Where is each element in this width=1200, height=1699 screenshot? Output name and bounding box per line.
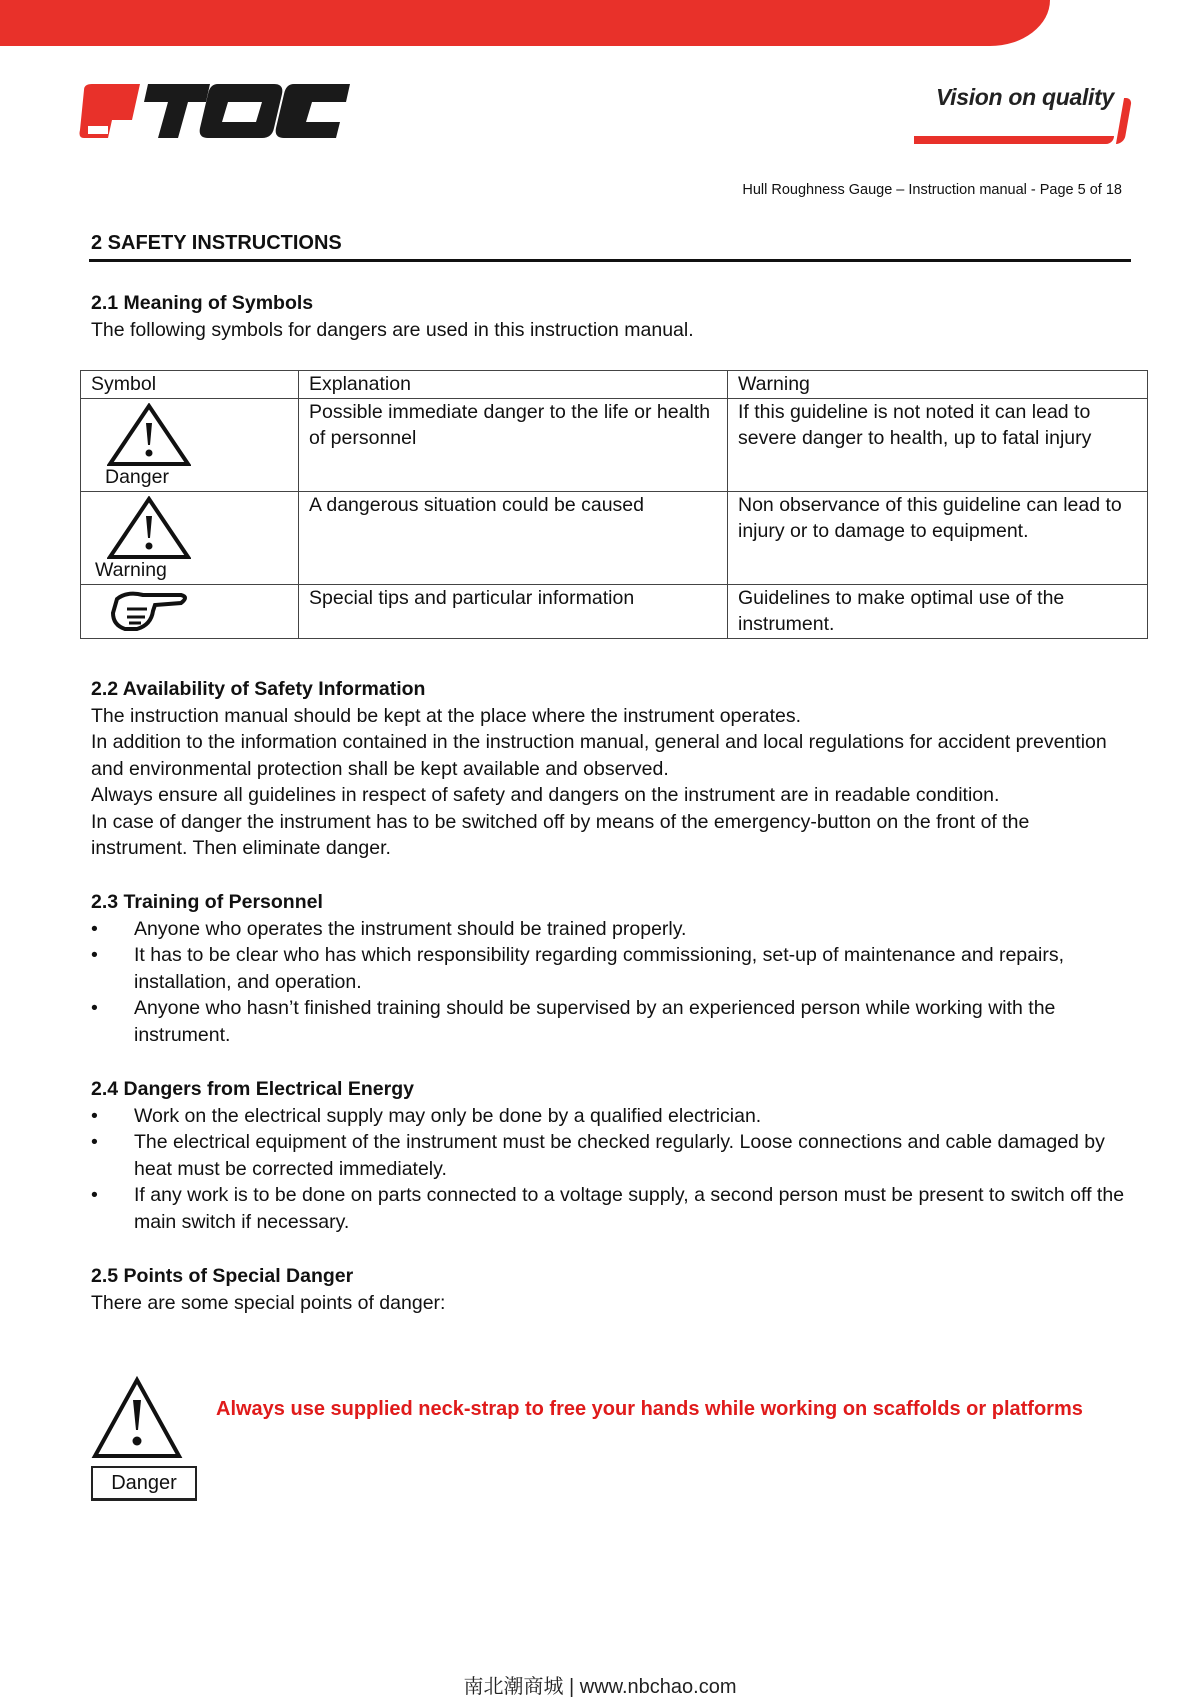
table-header-row: [81, 371, 1148, 399]
header-warning: Warning: [728, 371, 1148, 399]
danger-label-box: Danger: [91, 1466, 197, 1501]
tqc-logo: [78, 80, 350, 149]
electrical-list: [91, 1103, 1131, 1236]
heading-2-5: 2.5 Points of Special Danger: [91, 1265, 354, 1287]
running-header: Hull Roughness Gauge – Instruction manual - Page 5 of 18: [742, 182, 1122, 198]
section-2-1: [91, 290, 1131, 343]
explanation-cell: Possible immediate danger to the life or health of personnel: [299, 398, 728, 491]
warning-cell: Non observance of this guideline can lead to injury or to damage to equipment.: [728, 491, 1148, 584]
symbol-label: Warning: [95, 559, 167, 581]
symbol-cell: [81, 398, 299, 491]
tagline: [900, 84, 1130, 150]
list-item: • Anyone who operates the instrument should be trained properly.: [91, 916, 1131, 943]
table-row: [81, 491, 1148, 584]
symbol-cell: [81, 491, 299, 584]
section-2-2: [91, 676, 1131, 862]
paragraph: Always ensure all guidelines in respect of safety and dangers on the instrument are in readable condition.: [91, 784, 1000, 806]
header-red-bar: [0, 0, 1050, 46]
explanation-cell: Special tips and particular information: [299, 584, 728, 638]
warning-triangle-icon: [107, 496, 191, 560]
paragraph: In addition to the information contained in the instruction manual, general and local regulations for accident prevention and environmental protection shall be kept available and observed.: [91, 731, 1107, 780]
footer-watermark: 南北潮商城 | www.nbchao.com: [463, 1676, 737, 1698]
intro-2-1: The following symbols for dangers are used in this instruction manual.: [91, 318, 694, 341]
tagline-text: Vision on quality: [935, 84, 1114, 110]
section-title: 2 SAFETY INSTRUCTIONS: [91, 232, 342, 254]
paragraph: The instruction manual should be kept at the place where the instrument operates.: [91, 704, 801, 727]
heading-2-1: 2.1 Meaning of Symbols: [91, 292, 314, 314]
warning-cell: If this guideline is not noted it can lead to severe danger to health, up to fatal injury: [728, 398, 1148, 491]
heading-2-2: 2.2 Availability of Safety Information: [91, 678, 426, 700]
pointing-hand-icon: [107, 589, 191, 633]
symbol-label: Danger: [105, 466, 169, 488]
list-item: • Anyone who hasn’t finished training should be supervised by an experienced person while working with the instrument.: [91, 995, 1131, 1048]
training-list: [91, 916, 1131, 1049]
list-item: • If any work is to be done on parts connected to a voltage supply, a second person must be present to switch off the main switch if necessary.: [91, 1182, 1131, 1235]
header-symbol: Symbol: [81, 371, 299, 399]
table-row: [81, 398, 1148, 491]
list-item: • Work on the electrical supply may only be done by a qualified electrician.: [91, 1103, 1131, 1130]
heading-2-4: 2.4 Dangers from Electrical Energy: [91, 1078, 414, 1100]
section-divider: [89, 259, 1131, 262]
special-danger-warning: Always use supplied neck-strap to free your hands while working on scaffolds or platforms: [216, 1398, 1083, 1420]
heading-2-3: 2.3 Training of Personnel: [91, 891, 323, 913]
paragraph: In case of danger the instrument has to be switched off by means of the emergency-button on the front of the instrument. Then eliminate danger.: [91, 810, 1030, 859]
section-2-3: [91, 889, 1131, 1048]
list-item: • The electrical equipment of the instrument must be checked regularly. Loose connections and cable damaged by heat must be corrected immediately.: [91, 1129, 1131, 1182]
warning-cell: Guidelines to make optimal use of the instrument.: [728, 584, 1148, 638]
intro-2-5: There are some special points of danger:: [91, 1291, 446, 1314]
danger-triangle-icon: [107, 403, 191, 467]
special-danger-symbol: [91, 1376, 183, 1465]
list-item: • It has to be clear who has which responsibility regarding commissioning, set-up of maintenance and repairs, installation, and operation.: [91, 942, 1131, 995]
header-explanation: Explanation: [299, 371, 728, 399]
explanation-cell: A dangerous situation could be caused: [299, 491, 728, 584]
tagline-swoosh-curl: [1116, 98, 1132, 144]
section-2-5: [91, 1263, 1131, 1316]
tagline-swoosh: [914, 136, 1114, 144]
section-2-4: [91, 1076, 1131, 1235]
symbol-cell: [81, 584, 299, 638]
symbols-table: [80, 370, 1148, 639]
table-row: [81, 584, 1148, 638]
danger-triangle-icon: [91, 1376, 183, 1460]
